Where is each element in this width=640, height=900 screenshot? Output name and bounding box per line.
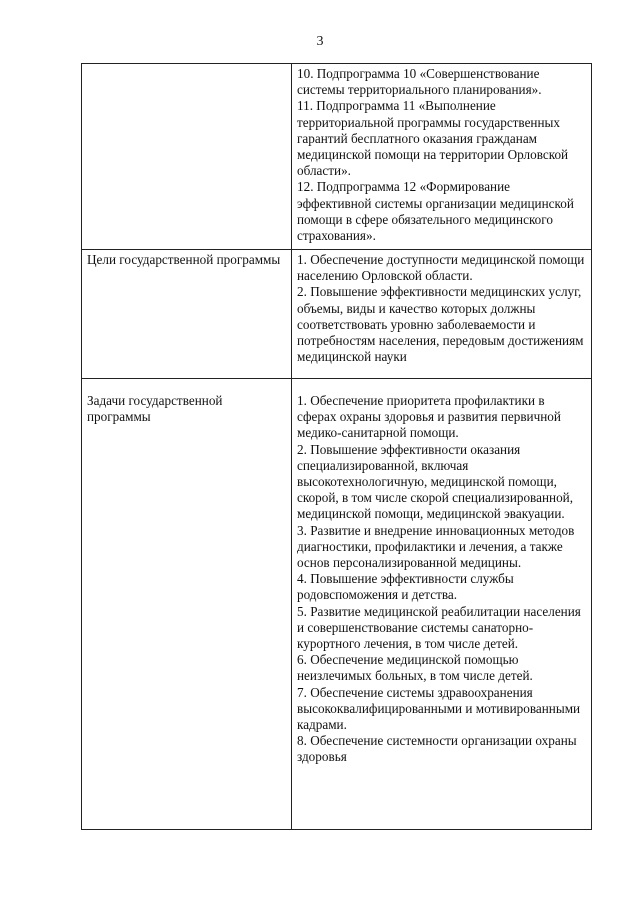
goal-item: 2. Повышение эффективности медицинских услуг, объемы, виды и качество которых должны соответствовать уровню заболеваемости и потребностям населения, передовым достижениям медицинской науки xyxy=(297,284,584,365)
goals-content-cell xyxy=(292,250,592,379)
task-item: 7. Обеспечение системы здравоохранения высококвалифицированными и мотивированными кадрами. xyxy=(297,684,581,733)
task-item: 6. Обеспечение медицинской помощью неизлечимых больных, в том числе детей. xyxy=(297,652,533,684)
page-number: 3 xyxy=(316,34,324,49)
goals-label: Цели государственной программы xyxy=(82,250,292,379)
subprograms-content-cell xyxy=(292,64,592,250)
task-item: 1. Обеспечение приоритета профилактики в сферах охраны здоровья и развития первичной медико-санитарной помощи. xyxy=(297,393,561,441)
subprogram-item: 10. Подпрограмма 10 «Совершенствование системы территориального планирования». xyxy=(297,66,542,98)
subprogram-item: 12. Подпрограмма 12 «Формирование эффективной системы организации медицинской помощи в сфере обязательного медицинского страхования». xyxy=(297,179,574,244)
table-row-subprograms xyxy=(82,64,592,250)
goal-item: 1. Обеспечение доступности медицинской помощи населению Орловской области. xyxy=(297,252,585,284)
task-item: 5. Развитие медицинской реабилитации населения и совершенствование системы санаторно-курортного лечения, в том числе детей. xyxy=(297,603,581,652)
tasks-content-cell xyxy=(292,379,592,830)
subprograms-label-cell xyxy=(82,64,292,250)
program-table xyxy=(81,63,592,830)
subprogram-item: 11. Подпрограмма 11 «Выполнение территориальной программы государственных гарантий бесплатного оказания гражданам медицинской помощи на территории Орловской области». xyxy=(297,98,569,179)
task-item: 2. Повышение эффективности оказания специализированной, включая высокотехнологичную, медицинской помощи, скорой, в том числе скорой специализированной, медицинской помощи, медицинской эвакуации. xyxy=(297,441,574,522)
task-item: 3. Развитие и внедрение инновационных методов диагностики, профилактики и лечения, а также основ персонализированной медицины. xyxy=(297,522,575,571)
table-row-goals xyxy=(82,250,592,379)
task-item: 4. Повышение эффективности службы родовспоможения и детства. xyxy=(297,571,514,603)
tasks-label: Задачи государственной программы xyxy=(82,379,292,830)
task-item: 8. Обеспечение системности организации охраны здоровья xyxy=(297,733,577,765)
table-row-tasks xyxy=(82,379,592,830)
